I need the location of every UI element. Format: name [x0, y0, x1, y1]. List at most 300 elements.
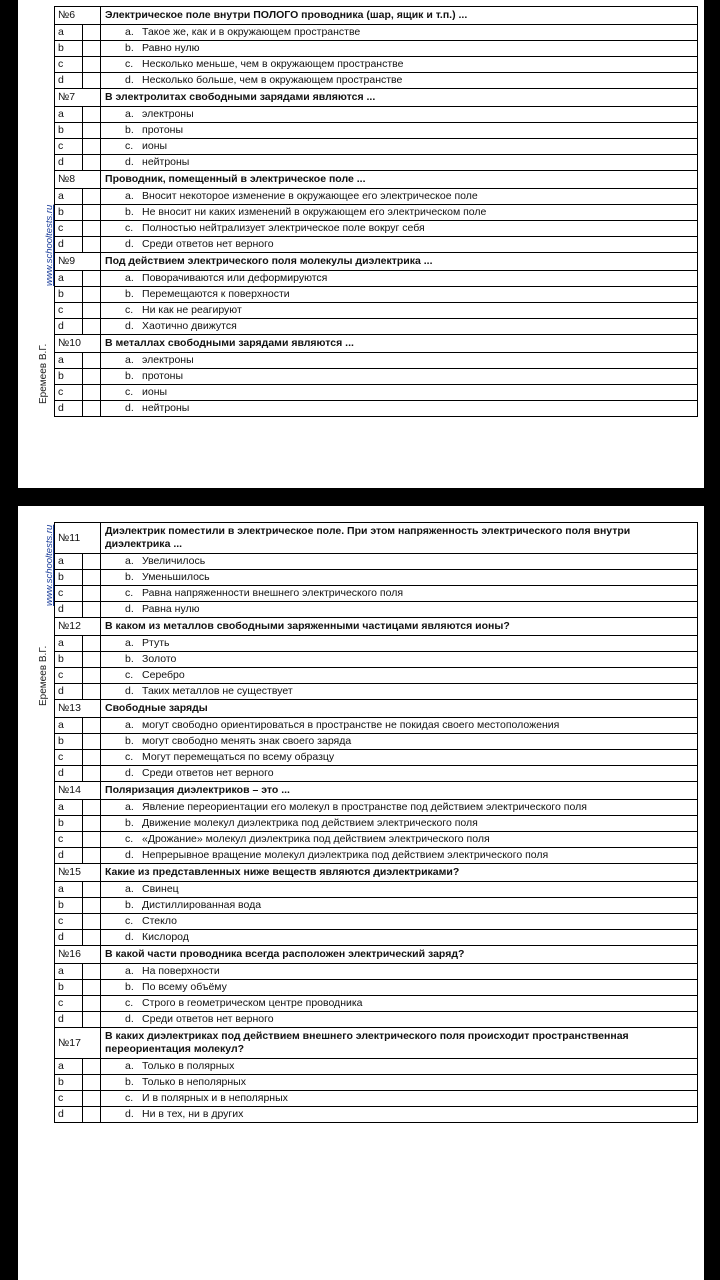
answer-letter: c. — [125, 751, 134, 763]
answer-row — [55, 155, 698, 171]
answer-row — [55, 57, 698, 73]
answer-option — [101, 816, 698, 832]
answer-check-cell — [83, 570, 101, 586]
answer-key: b — [55, 287, 83, 303]
answer-letter: d. — [125, 767, 134, 779]
question-row — [55, 89, 698, 107]
answer-text: нейтроны — [142, 402, 190, 414]
answer-text: Увеличилось — [142, 555, 206, 567]
answer-key: d — [55, 237, 83, 253]
question-row — [55, 864, 698, 882]
answer-check-cell — [83, 155, 101, 171]
answer-check-cell — [83, 652, 101, 668]
answer-key: b — [55, 570, 83, 586]
answer-key: c — [55, 668, 83, 684]
answer-option — [101, 401, 698, 417]
answer-option — [101, 766, 698, 782]
question-row — [55, 782, 698, 800]
answer-row — [55, 237, 698, 253]
answer-letter: d. — [125, 1108, 134, 1120]
answer-letter: b. — [125, 42, 134, 54]
answer-key: b — [55, 123, 83, 139]
question-number: №14 — [55, 782, 101, 800]
answer-row — [55, 221, 698, 237]
question-row — [55, 523, 698, 554]
answer-row — [55, 353, 698, 369]
answer-row — [55, 287, 698, 303]
answer-text: Строго в геометрическом центре проводника — [142, 997, 363, 1009]
answer-check-cell — [83, 189, 101, 205]
answer-check-cell — [83, 996, 101, 1012]
answer-key: d — [55, 848, 83, 864]
answer-option — [101, 882, 698, 898]
answer-option — [101, 554, 698, 570]
answer-row — [55, 73, 698, 89]
answer-option — [101, 73, 698, 89]
question-number: №11 — [55, 523, 101, 554]
answer-letter: b. — [125, 899, 134, 911]
answer-text: «Дрожание» молекул диэлектрика под действием электрического поля — [142, 833, 490, 845]
answer-text: Несколько больше, чем в окружающем пространстве — [142, 74, 403, 86]
answer-text: Ни в тех, ни в других — [142, 1108, 244, 1120]
answer-option — [101, 914, 698, 930]
answer-key: a — [55, 271, 83, 287]
question-text: В металлах свободными зарядами являются ... — [101, 335, 698, 353]
answer-text: Непрерывное вращение молекул диэлектрика под действием электрического поля — [142, 849, 549, 861]
answer-option — [101, 684, 698, 700]
answer-row — [55, 816, 698, 832]
answer-option — [101, 107, 698, 123]
answer-key: c — [55, 996, 83, 1012]
answer-check-cell — [83, 1059, 101, 1075]
question-number: №15 — [55, 864, 101, 882]
answer-key: d — [55, 73, 83, 89]
answer-key: d — [55, 155, 83, 171]
question-number: №7 — [55, 89, 101, 107]
answer-option — [101, 750, 698, 766]
answer-row — [55, 734, 698, 750]
answer-check-cell — [83, 586, 101, 602]
answer-letter: a. — [125, 801, 134, 813]
answer-text: электроны — [142, 108, 194, 120]
answer-check-cell — [83, 766, 101, 782]
answer-letter: d. — [125, 685, 134, 697]
answer-option — [101, 205, 698, 221]
answer-letter: b. — [125, 817, 134, 829]
answer-option — [101, 1012, 698, 1028]
answer-letter: d. — [125, 320, 134, 332]
answer-option — [101, 237, 698, 253]
answer-key: c — [55, 832, 83, 848]
answer-key: d — [55, 319, 83, 335]
answer-key: a — [55, 554, 83, 570]
answer-check-cell — [83, 41, 101, 57]
answer-text: ионы — [142, 140, 168, 152]
answer-check-cell — [83, 636, 101, 652]
answer-check-cell — [83, 980, 101, 996]
question-text: В электролитах свободными зарядами являются ... — [101, 89, 698, 107]
answer-row — [55, 602, 698, 618]
answer-check-cell — [83, 718, 101, 734]
answer-letter: a. — [125, 108, 134, 120]
answer-option — [101, 319, 698, 335]
site-watermark: www.schooltests.ru — [44, 524, 55, 606]
answer-letter: c. — [125, 833, 134, 845]
answer-key: c — [55, 221, 83, 237]
answer-option — [101, 287, 698, 303]
question-row — [55, 7, 698, 25]
answer-text: Только в полярных — [142, 1060, 235, 1072]
answer-row — [55, 996, 698, 1012]
answer-key: a — [55, 636, 83, 652]
answer-text: Стекло — [142, 915, 177, 927]
answer-text: Среди ответов нет верного — [142, 1013, 274, 1025]
answer-row — [55, 1059, 698, 1075]
answer-text: И в полярных и в неполярных — [142, 1092, 288, 1104]
author-label: Еремеев В.Г. — [38, 645, 49, 706]
answer-text: Явление переориентации его молекул в пространстве под действием электрического поля — [142, 801, 587, 813]
question-text: В каком из металлов свободными заряженными частицами являются ионы? — [101, 618, 698, 636]
questions-table — [54, 522, 698, 1123]
answer-check-cell — [83, 25, 101, 41]
answer-key: d — [55, 684, 83, 700]
answer-key: c — [55, 139, 83, 155]
answer-text: Свинец — [142, 883, 179, 895]
answer-option — [101, 1059, 698, 1075]
question-row — [55, 335, 698, 353]
answer-letter: a. — [125, 272, 134, 284]
answer-check-cell — [83, 73, 101, 89]
answer-key: a — [55, 1059, 83, 1075]
site-watermark: www.schooltests.ru — [44, 204, 55, 286]
answer-row — [55, 848, 698, 864]
answer-option — [101, 980, 698, 996]
answer-check-cell — [83, 750, 101, 766]
answer-key: b — [55, 369, 83, 385]
answer-option — [101, 602, 698, 618]
answer-row — [55, 369, 698, 385]
answer-row — [55, 766, 698, 782]
answer-row — [55, 652, 698, 668]
answer-letter: a. — [125, 354, 134, 366]
answer-key: b — [55, 41, 83, 57]
answer-key: c — [55, 1091, 83, 1107]
answer-check-cell — [83, 287, 101, 303]
answer-row — [55, 684, 698, 700]
answer-key: d — [55, 766, 83, 782]
answer-row — [55, 189, 698, 205]
answer-letter: a. — [125, 637, 134, 649]
answer-option — [101, 996, 698, 1012]
answer-letter: c. — [125, 587, 134, 599]
answer-key: a — [55, 718, 83, 734]
answer-key: d — [55, 930, 83, 946]
question-text: Под действием электрического поля молекулы диэлектрика ... — [101, 253, 698, 271]
answer-row — [55, 401, 698, 417]
answer-letter: d. — [125, 603, 134, 615]
answer-check-cell — [83, 1012, 101, 1028]
answer-check-cell — [83, 914, 101, 930]
answer-key: c — [55, 914, 83, 930]
answer-check-cell — [83, 319, 101, 335]
answer-text: Уменьшилось — [142, 571, 210, 583]
answer-key: a — [55, 189, 83, 205]
answer-option — [101, 930, 698, 946]
answer-key: d — [55, 602, 83, 618]
answer-check-cell — [83, 1107, 101, 1123]
answer-text: могут свободно менять знак своего заряда — [142, 735, 352, 747]
answer-letter: d. — [125, 74, 134, 86]
answer-letter: c. — [125, 140, 134, 152]
answer-text: могут свободно ориентироваться в пространстве не покидая своего местоположения — [142, 719, 560, 731]
answer-text: Вносит некоторое изменение в окружающее его электрическое поле — [142, 190, 478, 202]
answer-letter: b. — [125, 735, 134, 747]
answer-text: Ртуть — [142, 637, 170, 649]
answer-row — [55, 882, 698, 898]
answer-check-cell — [83, 107, 101, 123]
answer-key: b — [55, 816, 83, 832]
answer-row — [55, 980, 698, 996]
answer-option — [101, 41, 698, 57]
answer-text: Таких металлов не существует — [142, 685, 293, 697]
answer-row — [55, 139, 698, 155]
answer-letter: c. — [125, 222, 134, 234]
answer-row — [55, 385, 698, 401]
answer-text: Несколько меньше, чем в окружающем пространстве — [142, 58, 404, 70]
answer-check-cell — [83, 734, 101, 750]
answer-row — [55, 930, 698, 946]
answer-letter: b. — [125, 981, 134, 993]
question-row — [55, 171, 698, 189]
answer-key: d — [55, 1107, 83, 1123]
answer-check-cell — [83, 401, 101, 417]
answer-option — [101, 832, 698, 848]
answer-check-cell — [83, 353, 101, 369]
answer-row — [55, 914, 698, 930]
answer-option — [101, 1107, 698, 1123]
question-row — [55, 618, 698, 636]
answer-check-cell — [83, 800, 101, 816]
answer-option — [101, 652, 698, 668]
answer-option — [101, 800, 698, 816]
answer-key: a — [55, 800, 83, 816]
answer-row — [55, 123, 698, 139]
answer-option — [101, 155, 698, 171]
question-number: №9 — [55, 253, 101, 271]
answer-option — [101, 123, 698, 139]
answer-letter: a. — [125, 719, 134, 731]
question-text: Электрическое поле внутри ПОЛОГО проводника (шар, ящик и т.п.) ... — [101, 7, 698, 25]
answer-letter: c. — [125, 1092, 134, 1104]
answer-text: нейтроны — [142, 156, 190, 168]
answer-text: Среди ответов нет верного — [142, 238, 274, 250]
answer-text: Равна напряженности внешнего электрического поля — [142, 587, 404, 599]
answer-option — [101, 221, 698, 237]
answer-key: b — [55, 205, 83, 221]
answer-letter: c. — [125, 386, 134, 398]
question-number: №10 — [55, 335, 101, 353]
answer-letter: d. — [125, 1013, 134, 1025]
answer-row — [55, 319, 698, 335]
answer-option — [101, 57, 698, 73]
question-number: №17 — [55, 1028, 101, 1059]
answer-row — [55, 964, 698, 980]
answer-option — [101, 271, 698, 287]
answer-text: Могут перемещаться по всему образцу — [142, 751, 335, 763]
answer-row — [55, 636, 698, 652]
answer-option — [101, 1091, 698, 1107]
answer-option — [101, 964, 698, 980]
answer-row — [55, 898, 698, 914]
answer-option — [101, 668, 698, 684]
answer-text: Движение молекул диэлектрика под действием электрического поля — [142, 817, 478, 829]
answer-letter: a. — [125, 190, 134, 202]
answer-key: a — [55, 353, 83, 369]
answer-letter: b. — [125, 370, 134, 382]
answer-text: Полностью нейтрализует электрическое поле вокруг себя — [142, 222, 425, 234]
answer-letter: d. — [125, 156, 134, 168]
answer-letter: d. — [125, 849, 134, 861]
answer-letter: c. — [125, 304, 134, 316]
answer-key: c — [55, 586, 83, 602]
question-text: Поляризация диэлектриков – это ... — [101, 782, 698, 800]
question-number: №12 — [55, 618, 101, 636]
question-number: №8 — [55, 171, 101, 189]
answer-check-cell — [83, 554, 101, 570]
question-number: №6 — [55, 7, 101, 25]
answer-text: Такое же, как и в окружающем пространстве — [142, 26, 361, 38]
answer-check-cell — [83, 237, 101, 253]
answer-row — [55, 586, 698, 602]
answer-key: c — [55, 303, 83, 319]
answer-option — [101, 303, 698, 319]
answer-letter: d. — [125, 402, 134, 414]
answer-row — [55, 205, 698, 221]
answer-option — [101, 570, 698, 586]
answer-text: электроны — [142, 354, 194, 366]
answer-text: Равна нулю — [142, 603, 200, 615]
answer-row — [55, 1091, 698, 1107]
answer-option — [101, 385, 698, 401]
answer-row — [55, 41, 698, 57]
answer-letter: b. — [125, 571, 134, 583]
answer-check-cell — [83, 271, 101, 287]
answer-check-cell — [83, 123, 101, 139]
answer-key: a — [55, 964, 83, 980]
answer-letter: a. — [125, 965, 134, 977]
answer-option — [101, 734, 698, 750]
answer-letter: a. — [125, 1060, 134, 1072]
answer-letter: c. — [125, 669, 134, 681]
answer-text: протоны — [142, 370, 184, 382]
answer-option — [101, 369, 698, 385]
answer-key: b — [55, 734, 83, 750]
answer-row — [55, 668, 698, 684]
answer-key: a — [55, 107, 83, 123]
answer-key: d — [55, 401, 83, 417]
answer-text: Перемещаются к поверхности — [142, 288, 290, 300]
answer-letter: b. — [125, 206, 134, 218]
answer-check-cell — [83, 898, 101, 914]
answer-row — [55, 1075, 698, 1091]
answer-text: Дистиллированная вода — [142, 899, 262, 911]
answer-letter: b. — [125, 288, 134, 300]
author-label: Еремеев В.Г. — [38, 343, 49, 404]
answer-row — [55, 271, 698, 287]
answer-key: a — [55, 882, 83, 898]
answer-check-cell — [83, 684, 101, 700]
answer-option — [101, 848, 698, 864]
answer-key: c — [55, 385, 83, 401]
answer-row — [55, 1012, 698, 1028]
answer-letter: a. — [125, 26, 134, 38]
answer-row — [55, 800, 698, 816]
answer-text: Среди ответов нет верного — [142, 767, 274, 779]
question-text: Диэлектрик поместили в электрическое поле. При этом напряженность электрического поля внутри диэлектрика ... — [101, 523, 698, 554]
test-page-1 — [18, 0, 704, 488]
answer-check-cell — [83, 1075, 101, 1091]
answer-key: c — [55, 57, 83, 73]
answer-option — [101, 636, 698, 652]
question-text: В какой части проводника всегда расположен электрический заряд? — [101, 946, 698, 964]
answer-check-cell — [83, 816, 101, 832]
answer-check-cell — [83, 57, 101, 73]
answer-row — [55, 107, 698, 123]
answer-check-cell — [83, 602, 101, 618]
answer-text: По всему объёму — [142, 981, 227, 993]
answer-letter: a. — [125, 883, 134, 895]
answer-letter: b. — [125, 124, 134, 136]
answer-option — [101, 25, 698, 41]
answer-option — [101, 898, 698, 914]
answer-key: b — [55, 1075, 83, 1091]
question-text: В каких диэлектриках под действием внешнего электрического поля происходит пространственная переориентация молекул? — [101, 1028, 698, 1059]
answer-letter: c. — [125, 915, 134, 927]
answer-text: Не вносит ни каких изменений в окружающем его электрическом поле — [142, 206, 487, 218]
answer-option — [101, 353, 698, 369]
answer-text: Ни как не реагируют — [142, 304, 242, 316]
answer-letter: c. — [125, 997, 134, 1009]
answer-key: c — [55, 750, 83, 766]
answer-key: a — [55, 25, 83, 41]
answer-text: Поворачиваются или деформируются — [142, 272, 328, 284]
answer-check-cell — [83, 385, 101, 401]
question-number: №13 — [55, 700, 101, 718]
answer-check-cell — [83, 303, 101, 319]
question-text: Какие из представленных ниже веществ являются диэлектриками? — [101, 864, 698, 882]
answer-letter: d. — [125, 238, 134, 250]
answer-check-cell — [83, 882, 101, 898]
answer-check-cell — [83, 832, 101, 848]
answer-check-cell — [83, 221, 101, 237]
answer-row — [55, 750, 698, 766]
question-row — [55, 253, 698, 271]
answer-key: b — [55, 652, 83, 668]
answer-row — [55, 718, 698, 734]
answer-text: Хаотично движутся — [142, 320, 237, 332]
answer-text: Равно нулю — [142, 42, 200, 54]
answer-row — [55, 1107, 698, 1123]
answer-letter: d. — [125, 931, 134, 943]
answer-text: Только в неполярных — [142, 1076, 246, 1088]
answer-letter: b. — [125, 1076, 134, 1088]
answer-text: протоны — [142, 124, 184, 136]
question-text: Свободные заряды — [101, 700, 698, 718]
answer-text: На поверхности — [142, 965, 220, 977]
answer-check-cell — [83, 848, 101, 864]
question-row — [55, 946, 698, 964]
answer-row — [55, 832, 698, 848]
